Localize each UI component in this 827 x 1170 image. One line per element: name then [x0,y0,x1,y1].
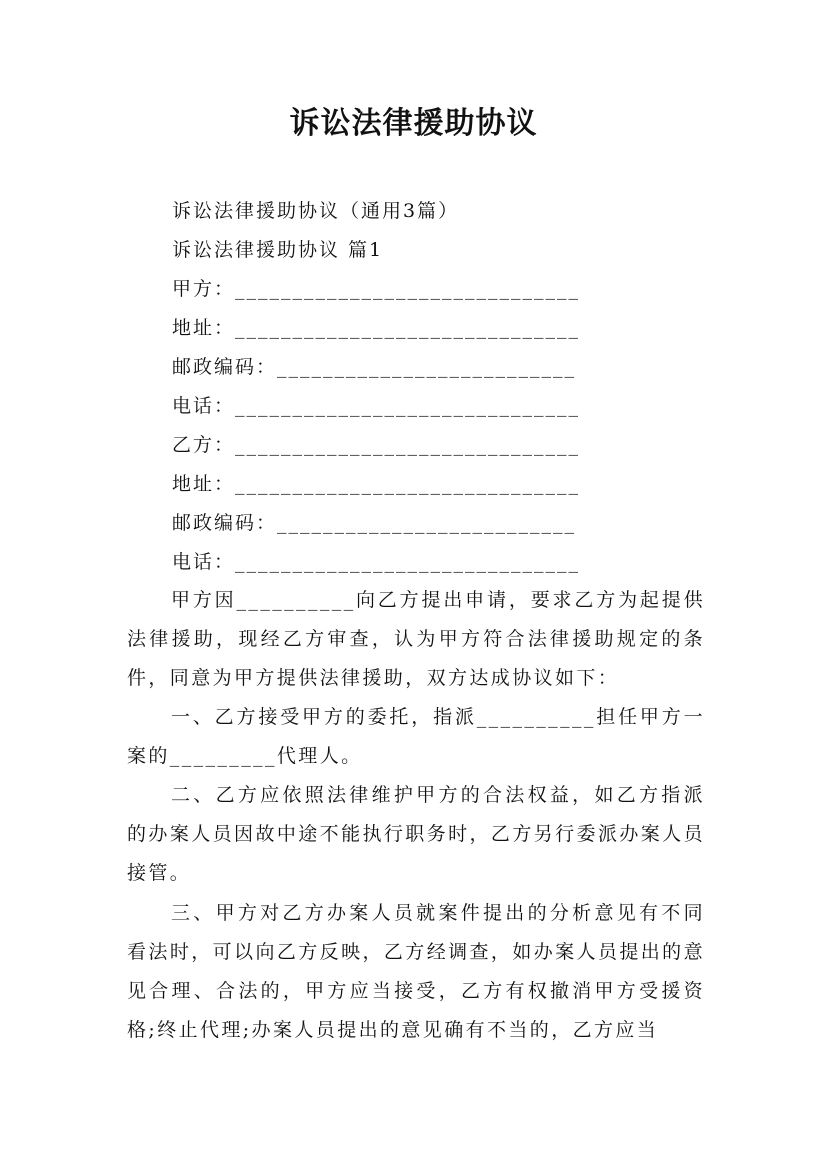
field-label: 电话： [172,395,236,417]
field-party-a [172,276,580,302]
field-blank: ______________________________ [235,278,581,300]
field-postcode-b [172,510,576,536]
paragraph-clause-2: 二、乙方应依照法律维护甲方的合法权益，如乙方指派的办案人员因故中途不能执行职务时，乙方另行委派办案人员接管。 [127,784,705,884]
field-label: 甲方： [172,278,236,300]
document-title: 诉讼法律援助协议 [289,106,538,141]
field-blank: ______________________________ [235,317,581,339]
field-blank: __________________________ [277,512,577,534]
field-label: 邮政编码： [172,512,278,534]
field-blank: ______________________________ [235,551,581,573]
field-blank: ______________________________ [235,434,581,456]
field-label: 地址： [172,473,236,495]
field-postcode-a [172,354,576,380]
field-label: 地址： [172,317,236,339]
field-party-b [172,432,580,458]
field-phone-b [172,549,580,575]
field-blank: ______________________________ [235,395,581,417]
paragraph-clause-1: 一、乙方接受甲方的委托，指派__________担任甲方一案的_________代理人。 [127,706,705,767]
field-label: 乙方： [172,434,236,456]
paragraph-intro: 甲方因__________向乙方提出申请，要求乙方为起提供法律援助，现经乙方审查，认为甲方符合法律援助规定的条件，同意为甲方提供法律援助，双方达成协议如下： [127,589,705,689]
document-subtitle: 诉讼法律援助协议（通用3篇） [172,200,460,222]
field-label: 邮政编码： [172,356,278,378]
field-blank: ______________________________ [235,473,581,495]
section-heading: 诉讼法律援助协议 篇1 [172,239,384,261]
field-phone-a [172,393,580,419]
field-blank: __________________________ [277,356,577,378]
field-address-a [172,315,580,341]
field-label: 电话： [172,551,236,573]
field-address-b [172,471,580,497]
paragraph-clause-3: 三、甲方对乙方办案人员就案件提出的分析意见有不同看法时，可以向乙方反映，乙方经调查，如办案人员提出的意见合理、合法的，甲方应当接受，乙方有权撤消甲方受援资格;终止代理;办案人员提出的意见确有不当的，乙方应当 [127,902,705,1041]
